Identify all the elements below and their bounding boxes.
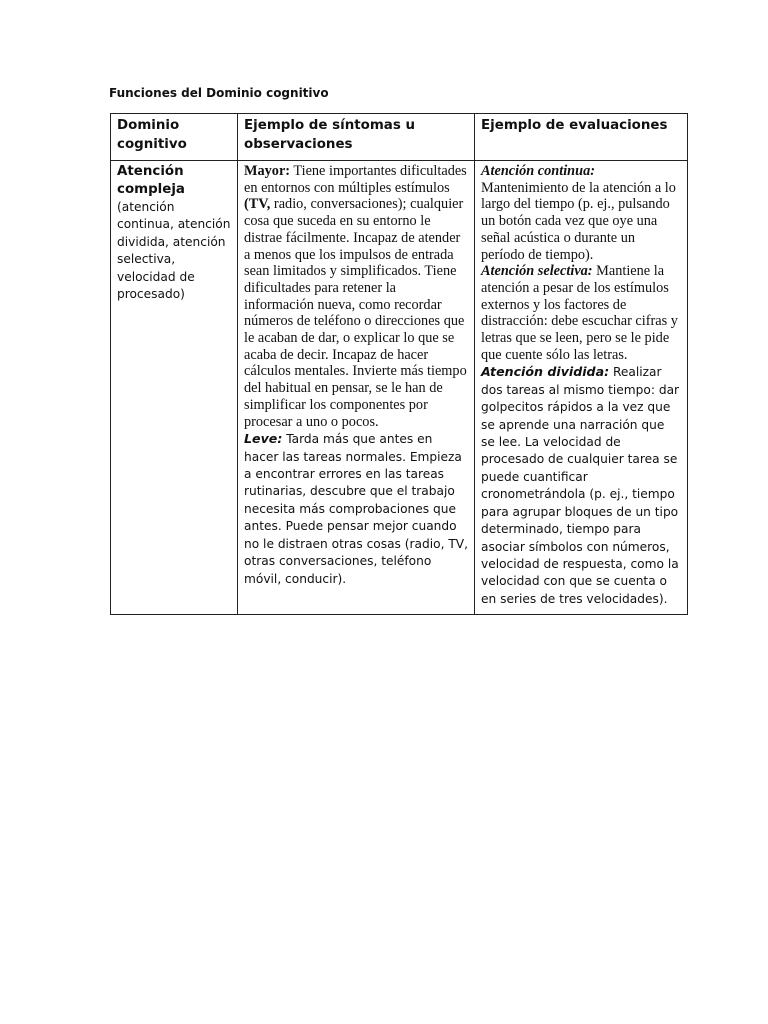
document-title: Funciones del Dominio cognitivo	[109, 86, 329, 100]
table-header-row	[111, 114, 688, 161]
header-evaluations: Ejemplo de evaluaciones	[481, 118, 668, 133]
header-symptoms: Ejemplo de síntomas u observaciones	[244, 118, 415, 152]
eval-dividida	[481, 363, 682, 608]
evaluations-cell	[475, 161, 688, 615]
mayor-text-b: radio, conversaciones); cualquier cosa que suceda en su entorno le distrae fácilmente. Incapaz de atender a menos que los impulsos de entrada sean limitados y simplificados. Tiene dificultades para retener la información nueva, como recordar números de teléfono o direcciones que le acaban de dar, o explicar lo que se acaba de decir. Incapaz de hacer cálculos mentales. Invierte más tiempo del habitual en pensar, se le han de simplificar los componentes por procesar a uno o pocos.	[244, 196, 467, 430]
eval-continua	[481, 163, 682, 263]
leve-label: Leve:	[244, 431, 283, 447]
header-cell-symptoms	[238, 114, 475, 161]
domain-title: Atención compleja	[117, 164, 185, 197]
header-domain: Dominio cognitivo	[117, 118, 187, 152]
symptoms-mayor	[244, 163, 469, 430]
mayor-text-a: Tiene importantes dificultades en entornos con múltiples estímulos	[244, 163, 467, 196]
dividida-label: Atención dividida:	[481, 364, 610, 380]
mayor-tv: (TV,	[244, 196, 271, 213]
symptoms-leve	[244, 430, 469, 588]
cognitive-domain-table	[110, 113, 688, 615]
continua-label: Atención continua:	[481, 163, 595, 179]
dividida-text: Realizar dos tareas al mismo tiempo: dar golpecitos rápidos a la vez que se aprende una narración que se lee. La velocidad de procesado de cualquier tarea se puede cuantificar cronometrándola (p. ej., tiempo para agrupar bloques de un tipo determinado, tiempo para asociar símbolos con números, velocidad de respuesta, como la velocidad con que se cuenta o en series de tres velocidades).	[481, 365, 680, 606]
domain-detail: (atención continua, atención dividida, atención selectiva, velocidad de procesado)	[117, 200, 231, 302]
leve-text: Tarda más que antes en hacer las tareas normales. Empieza a encontrar errores en las tareas rutinarias, descubre que el trabajo necesita más comprobaciones que antes. Puede pensar mejor cuando no le distraen otras cosas (radio, TV, otras conversaciones, teléfono móvil, conducir).	[244, 432, 468, 586]
continua-text: Mantenimiento de la atención a lo largo del tiempo (p. ej., pulsando un botón cada vez que oye una señal acústica o durante un período de tiempo).	[481, 179, 676, 263]
domain-cell	[111, 161, 238, 615]
selectiva-text: Mantiene la atención a pesar de los estímulos externos y los factores de distracción: debe escuchar cifras y letras que se leen, pero se le pide que cuente sólo las letras.	[481, 263, 678, 363]
selectiva-label: Atención selectiva:	[481, 263, 593, 280]
mayor-label: Mayor:	[244, 163, 291, 179]
symptoms-cell	[238, 161, 475, 615]
table-row	[111, 161, 688, 615]
header-cell-domain	[111, 114, 238, 161]
header-cell-evaluations	[475, 114, 688, 161]
eval-selectiva	[481, 263, 682, 363]
